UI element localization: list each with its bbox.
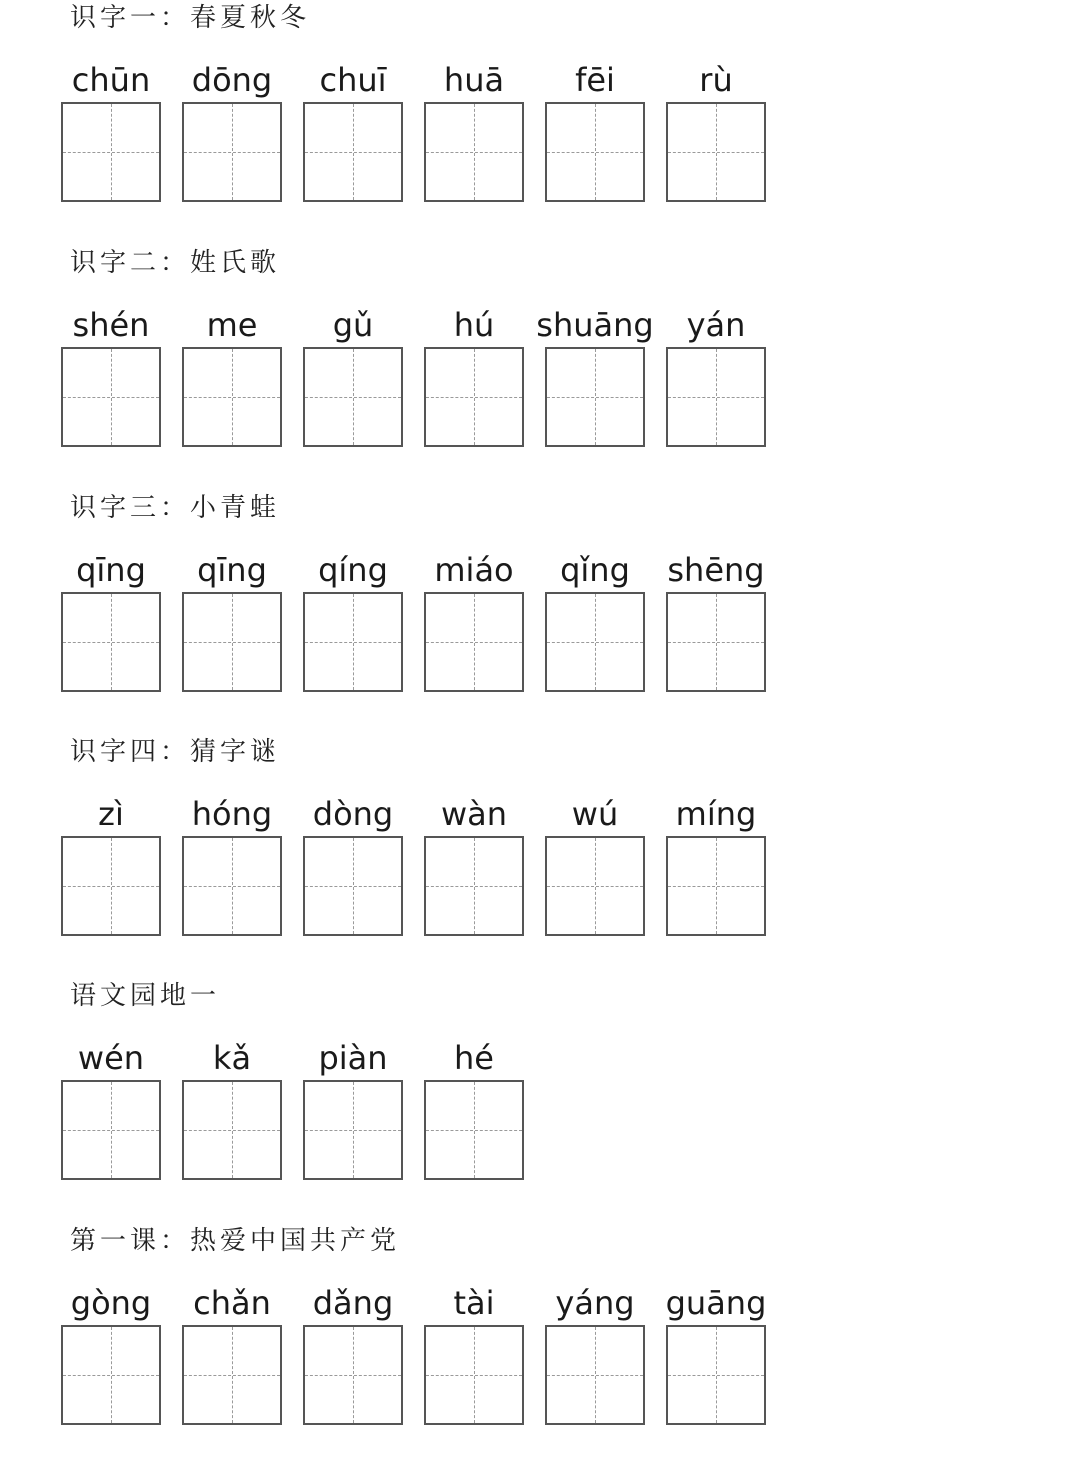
tianzige-box[interactable] — [182, 592, 282, 692]
pinyin-label: piàn — [318, 1039, 388, 1077]
pinyin-row — [0, 784, 1080, 944]
tianzige-box[interactable] — [545, 592, 645, 692]
character-cell — [182, 1028, 282, 1188]
pinyin-label: chūn — [71, 61, 151, 99]
character-cell — [61, 784, 161, 944]
tianzige-box[interactable] — [61, 592, 161, 692]
pinyin-label: wén — [77, 1039, 145, 1077]
tianzige-box[interactable] — [182, 1325, 282, 1425]
pinyin-label: dōng — [191, 61, 273, 99]
pinyin-label: míng — [675, 795, 757, 833]
tianzige-box[interactable] — [424, 1325, 524, 1425]
character-cell — [666, 540, 766, 700]
pinyin-label: wú — [571, 795, 619, 833]
tianzige-box[interactable] — [666, 347, 766, 447]
character-cell — [61, 1273, 161, 1433]
tianzige-box[interactable] — [545, 1325, 645, 1425]
character-cell — [545, 540, 645, 700]
pinyin-label: kǎ — [212, 1039, 252, 1077]
tianzige-box[interactable] — [182, 836, 282, 936]
tianzige-box[interactable] — [424, 592, 524, 692]
section-title: 识字二：姓氏歌 — [70, 248, 281, 278]
character-cell — [666, 295, 766, 455]
character-cell — [424, 50, 524, 210]
section-title: 识字三：小青蛙 — [70, 493, 281, 523]
tianzige-box[interactable] — [545, 347, 645, 447]
character-cell — [545, 1273, 645, 1433]
character-cell — [424, 540, 524, 700]
tianzige-box[interactable] — [61, 102, 161, 202]
character-cell — [424, 295, 524, 455]
tianzige-box[interactable] — [303, 836, 403, 936]
pinyin-label: gǔ — [332, 306, 374, 344]
tianzige-box[interactable] — [61, 1080, 161, 1180]
section-title: 识字一：春夏秋冬 — [70, 3, 311, 33]
pinyin-label: guāng — [665, 1284, 767, 1322]
character-cell — [545, 50, 645, 210]
tianzige-box[interactable] — [182, 347, 282, 447]
character-cell — [666, 50, 766, 210]
pinyin-label: rù — [699, 61, 733, 99]
character-cell — [536, 295, 654, 455]
character-cell — [303, 1028, 403, 1188]
pinyin-label: me — [206, 306, 258, 344]
character-cell — [61, 540, 161, 700]
character-cell — [424, 1273, 524, 1433]
character-cell — [61, 1028, 161, 1188]
pinyin-row — [0, 1028, 1080, 1188]
pinyin-label: hóng — [191, 795, 273, 833]
section-title: 语文园地一 — [70, 981, 221, 1011]
pinyin-label: chuī — [319, 61, 387, 99]
section-5 — [0, 978, 1080, 1223]
tianzige-box[interactable] — [545, 102, 645, 202]
character-cell — [182, 784, 282, 944]
pinyin-label: qīng — [76, 551, 146, 589]
character-cell — [424, 1028, 524, 1188]
section-4 — [0, 734, 1080, 979]
tianzige-box[interactable] — [303, 1325, 403, 1425]
tianzige-box[interactable] — [424, 347, 524, 447]
section-2 — [0, 245, 1080, 490]
tianzige-box[interactable] — [303, 1080, 403, 1180]
pinyin-label: chǎn — [193, 1284, 271, 1322]
tianzige-box[interactable] — [666, 836, 766, 936]
pinyin-label: miáo — [434, 551, 514, 589]
pinyin-label: shuāng — [536, 306, 654, 344]
pinyin-row — [0, 50, 1080, 210]
pinyin-label: zì — [98, 795, 124, 833]
pinyin-label: shēng — [667, 551, 765, 589]
pinyin-label: hú — [453, 306, 495, 344]
tianzige-box[interactable] — [61, 836, 161, 936]
tianzige-box[interactable] — [61, 347, 161, 447]
character-cell — [303, 540, 403, 700]
tianzige-box[interactable] — [303, 347, 403, 447]
character-cell — [182, 540, 282, 700]
section-1 — [0, 0, 1080, 245]
tianzige-box[interactable] — [61, 1325, 161, 1425]
tianzige-box[interactable] — [545, 836, 645, 936]
pinyin-label: huā — [443, 61, 505, 99]
tianzige-box[interactable] — [303, 102, 403, 202]
pinyin-label: dǎng — [312, 1284, 394, 1322]
pinyin-label: dòng — [312, 795, 394, 833]
pinyin-label: wàn — [440, 795, 508, 833]
tianzige-box[interactable] — [424, 102, 524, 202]
pinyin-row — [0, 295, 1080, 455]
character-cell — [182, 1273, 282, 1433]
tianzige-box[interactable] — [666, 592, 766, 692]
tianzige-box[interactable] — [182, 102, 282, 202]
tianzige-box[interactable] — [182, 1080, 282, 1180]
section-3 — [0, 490, 1080, 735]
tianzige-box[interactable] — [666, 1325, 766, 1425]
pinyin-label: qīng — [197, 551, 267, 589]
character-cell — [61, 295, 161, 455]
character-cell — [303, 50, 403, 210]
pinyin-label: qíng — [318, 551, 388, 589]
tianzige-box[interactable] — [424, 1080, 524, 1180]
character-cell — [545, 784, 645, 944]
pinyin-label: shén — [72, 306, 150, 344]
tianzige-box[interactable] — [666, 102, 766, 202]
character-cell — [182, 50, 282, 210]
pinyin-label: hé — [454, 1039, 494, 1077]
pinyin-label: qǐng — [560, 551, 630, 589]
pinyin-row — [0, 540, 1080, 700]
character-cell — [424, 784, 524, 944]
character-cell — [666, 784, 766, 944]
pinyin-label: yán — [686, 306, 746, 344]
tianzige-box[interactable] — [303, 592, 403, 692]
tianzige-box[interactable] — [424, 836, 524, 936]
character-cell — [303, 295, 403, 455]
character-cell — [666, 1273, 766, 1433]
pinyin-label: gòng — [70, 1284, 152, 1322]
pinyin-row — [0, 1273, 1080, 1433]
character-cell — [303, 1273, 403, 1433]
character-cell — [182, 295, 282, 455]
pinyin-label: fēi — [575, 61, 615, 99]
pinyin-label: tài — [453, 1284, 495, 1322]
section-6 — [0, 1223, 1080, 1468]
section-title: 识字四：猜字谜 — [70, 737, 281, 767]
character-cell — [303, 784, 403, 944]
character-cell — [61, 50, 161, 210]
pinyin-label: yáng — [555, 1284, 635, 1322]
section-title: 第一课：热爱中国共产党 — [70, 1226, 401, 1256]
